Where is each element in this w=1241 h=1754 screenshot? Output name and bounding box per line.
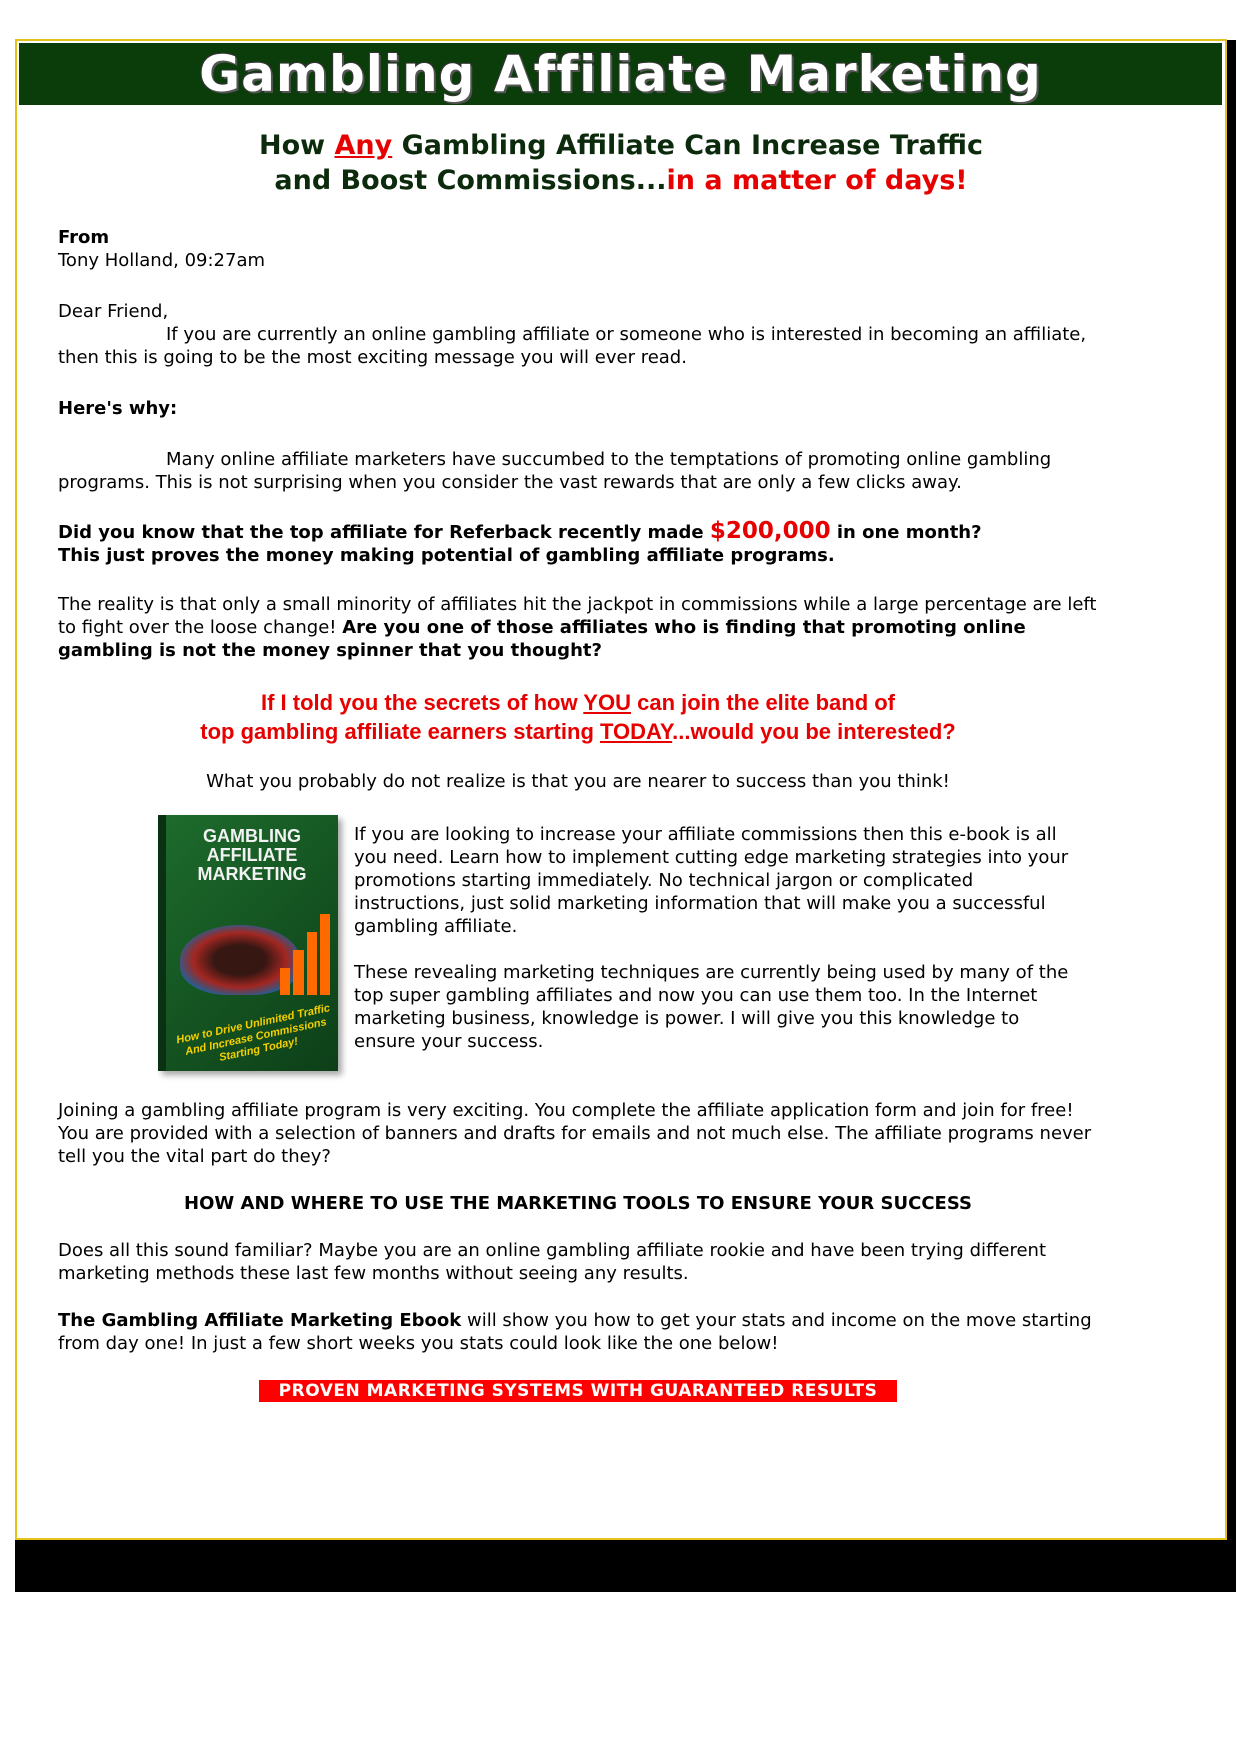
headline-emphasis-any: Any [334,130,393,161]
callout-today: TODAY [600,719,673,744]
ebook-cover-title: GAMBLING AFFILIATE MARKETING [197,826,307,884]
proven-results-banner: PROVEN MARKETING SYSTEMS WITH GUARANTEED RESULTS [259,1380,898,1402]
ebook-para-1: If you are looking to increase your affiliate commissions then this e-book is all you need. Learn how to implement cutting edge marketing strategies into your promotions starting immediately. No technical jargon or complicated instructions, just solid marketing information that will make you a successful gambling affiliate. [354,824,1069,937]
reality-bold: Are you one of those affiliates who is finding that promoting online gambling is not the money spinner that you thought? [58,617,1026,661]
ebook-cover-subtitle: How to Drive Unlimited Traffic And Increase Commissions Starting Today! [175,1002,332,1064]
ebook-para-2: These revealing marketing techniques are currently being used by many of the top super gambling affiliates and now you can use them too. In the Internet marketing business, knowledge is power. I will give you this knowledge to ensure your success. [354,962,1069,1052]
greeting: Dear Friend, [58,301,169,322]
page-shadow-bottom [15,1538,1236,1592]
banner-title: Gambling Affiliate Marketing [199,45,1042,103]
page-shadow-right [1226,40,1236,1592]
section-heading: HOW AND WHERE TO USE THE MARKETING TOOLS TO ENSURE YOUR SUCCESS [184,1193,972,1214]
ebook-promo-text: will show you how to get your stats and income on the move starting from day one! In just a few short weeks you stats could look like the one below! [58,1310,1092,1354]
did-you-know-prefix: Did you know that the top affiliate for Referback recently made [58,522,710,543]
familiar-paragraph: Does all this sound familiar? Maybe you are an online gambling affiliate rookie and have been trying different marketing methods these last few months without seeing any results. [58,1240,1047,1284]
reality-normal: The reality is that only a small minority of affiliates hit the jackpot in commissions while a large percentage are left to fight over the loose change! [58,594,1097,638]
callout-l1-prefix: If I told you the secrets of how [260,690,584,715]
did-you-know-paragraph [58,520,1098,567]
ebook-cover-image [158,815,338,1071]
did-you-know-line2: This just proves the money making potential of gambling affiliate programs. [58,545,835,566]
headline-line2-emphasis: in a matter of days! [666,165,968,196]
page-frame [15,39,1227,1540]
from-label: From [58,227,110,248]
intro-paragraph [58,323,1098,369]
did-you-know-suffix: in one month? [830,522,982,543]
nearer-to-success: What you probably do not realize is that you are nearer to success than you think! [206,771,950,792]
title-banner [19,43,1222,105]
heres-why: Here's why: [58,398,178,419]
intro-text: If you are currently an online gambling affiliate or someone who is interested in becoming an affiliate, then this is going to be the most exciting message you will ever read. [58,324,1087,368]
callout-question [58,688,1098,746]
ebook-section [58,815,1098,1071]
callout-l2-prefix: top gambling affiliate earners starting [200,719,600,744]
headline-prefix: How [259,130,335,161]
callout-you: YOU [583,690,631,715]
from-value: Tony Holland, 09:27am [58,250,266,271]
reality-paragraph [58,593,1098,662]
headline-suffix: Gambling Affiliate Can Increase Traffic [392,130,983,161]
many-paragraph [58,448,1098,494]
earnings-amount: $200,000 [709,518,831,544]
many-text: Many online affiliate marketers have succumbed to the temptations of promoting online gambling programs. This is not surprising when you consider the vast rewards that are only a few clicks away. [58,449,1052,493]
ebook-description [354,815,1074,1053]
callout-l1-suffix: can join the elite band of [630,690,896,715]
ebook-promo-paragraph [58,1309,1098,1355]
ebook-name: The Gambling Affiliate Marketing Ebook [58,1310,462,1331]
headline-line2-prefix: and Boost Commissions... [274,165,667,196]
proven-banner-wrapper [58,1379,1098,1402]
joining-paragraph: Joining a gambling affiliate program is very exciting. You complete the affiliate application form and join for free! You are provided with a selection of banners and drafts for emails and not much else. The affiliate programs never tell you the vital part do they? [58,1100,1092,1167]
letter-body [58,226,1098,1402]
callout-l2-suffix: ...would you be interested? [672,719,956,744]
page-headline [17,128,1225,198]
bar-chart-graphic [280,905,330,995]
